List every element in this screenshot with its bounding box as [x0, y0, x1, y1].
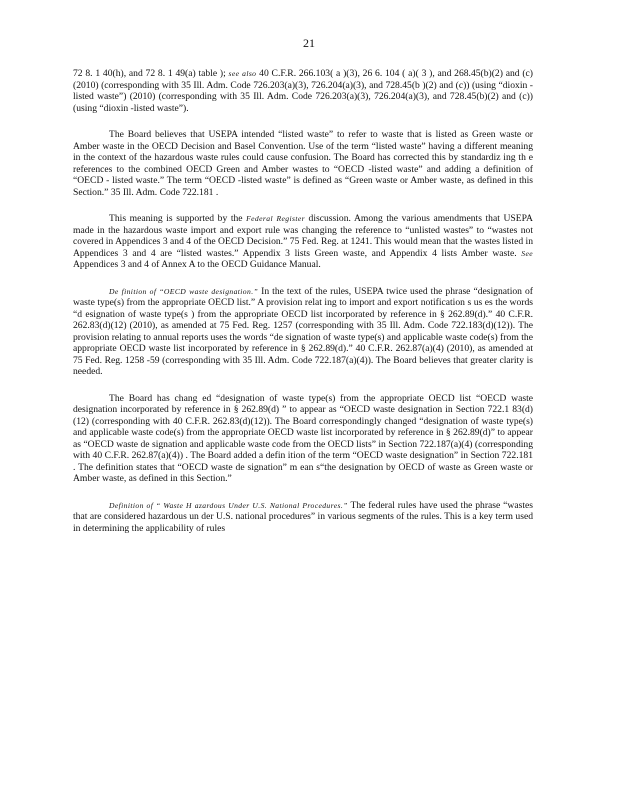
paragraph-text: In the text of the rules, USEPA twice used the phrase “designation of waste type(s) from the appropriate OECD list.” A provision relat ing to import and export notification s us es the words “d esignation of waste type(s ) from the appropriate OECD list incorporated by reference in § 262.89(d).” 40 C.F.R. 262.83(d)(12) (2010), as amended at 75 Fed. Reg. 1257 (corresponding with 35 Ill. Adm. Code 722.183(d)(12)). The provision relating to annual reports uses the words “de signation of waste type(s) and applicable waste code(s) from the appropriate OECD waste list incorporated by reference in § 262.89(d).” 40 C.F.R. 262.87(a)(4) (2010), as amended at 75 Fed. Reg. 1258 -59 (corresponding with 35 Ill. Adm. Code 722.187(a)(4)). The Board believes that greater clarity is needed. — [73, 285, 533, 377]
body-text — [73, 68, 533, 549]
paragraph-hazardous-us-procedures — [73, 500, 533, 535]
paragraph-text: 72 8. 1 40(h), and 72 8. 1 49(a) table ); — [73, 68, 229, 79]
citation-federal-register: Federal Register — [246, 214, 305, 223]
page-number: 21 — [303, 36, 315, 50]
heading-hazardous-us-procedures: Definition of “ Waste H azardous Under U.S. National Procedures.” — [109, 500, 348, 510]
paragraph-listed-waste — [73, 129, 533, 198]
paragraph-text: This meaning is supported by the — [109, 213, 247, 224]
signal-see: See — [521, 248, 533, 258]
paragraph-text: The federal rules have used the phrase “wastes that are considered hazardous un der U.S. national procedures” in various segments of the rules. This is a key term used in determining the applicability of rules — [73, 499, 533, 534]
paragraph-text: The Board believes that USEPA intended “listed waste” to refer to waste that is listed as Green waste or Amber waste in the OECD Decision and Basel Convention. Use of the term “listed waste” having a different meaning in the context of the hazardous waste rules could cause confusion. The Board has corrected this by standardiz ing th e references to the combined OECD Green and Amber wastes to “OECD -listed waste” and adding a definition of “OECD - listed waste.” The term “OECD -listed waste” is defined as “Green waste or Amber waste, as defined in this Section.” 35 Ill. Adm. Code 722.181 . — [73, 129, 533, 198]
paragraph-text: The Board has chang ed “designation of waste type(s) from the appropriate OECD list “OECD waste designation incorporated by reference in § 262.89(d) ” to appear as “OECD waste designation in Section 722.1 83(d)(12) (corresponding with 40 C.F.R. 262.83(d)(12)). The Board correspondingly changed “designation of waste type(s) and applicable waste code(s) from the appropriate OECD waste list incorporated by reference in § 262.89(d)” to appear as “OECD waste de signation and applicable waste code from the OECD lists” in Section 722.187(a)(4) (corresponding with 40 C.F.R. 262.87(a)(4)) . The Board added a defin ition of the term “OECD waste designation” in Section 722.181 . The definition states that “OECD waste de signation” m ean s“the designation by OECD of waste as Green waste or Amber waste, as defined in this Section.” — [73, 392, 533, 484]
heading-oecd-waste-designation: De finition of “OECD waste designation.” — [109, 286, 259, 296]
paragraph-federal-register — [73, 213, 533, 271]
paragraph-text: Appendices 3 and 4 of Annex A to the OECD Guidance Manual. — [73, 259, 321, 270]
paragraph-citations — [73, 68, 533, 114]
paragraph-board-changed — [73, 393, 533, 485]
paragraph-text: 40 C.F.R. 266.103( a )(3), 26 6. 104 ( a)( 3 ), and 268.45(b)(2) and (c) (2010) (corresponding with 35 Ill. Adm. Code 726.203(a)(3), 726.204(a)(3), and 728.45(b )(2) and (c)) (using “dioxin -listed waste”) (2010) (corresponding with 35 Ill. Adm. Code 726.203(a)(3), 726.204(a)(3), and 728.45(b)(2) and (c)) (using “dioxin -listed waste”). — [73, 68, 533, 114]
paragraph-text: discussion. Among the various amendments that USEPA made in the hazardous waste import and export rule was changing the reference to “unlisted wastes” to “wastes not covered in Appendices 3 and 4 of the OECD Decision.” 75 Fed. Reg. at 1241. This would mean that the wastes listed in Appendices 3 and 4 are “listed wastes.” Appendix 3 lists Green waste, and Appendix 4 lists Amber waste. — [73, 213, 533, 259]
signal-see-also: see also — [228, 69, 257, 78]
paragraph-oecd-waste-designation — [73, 286, 533, 378]
